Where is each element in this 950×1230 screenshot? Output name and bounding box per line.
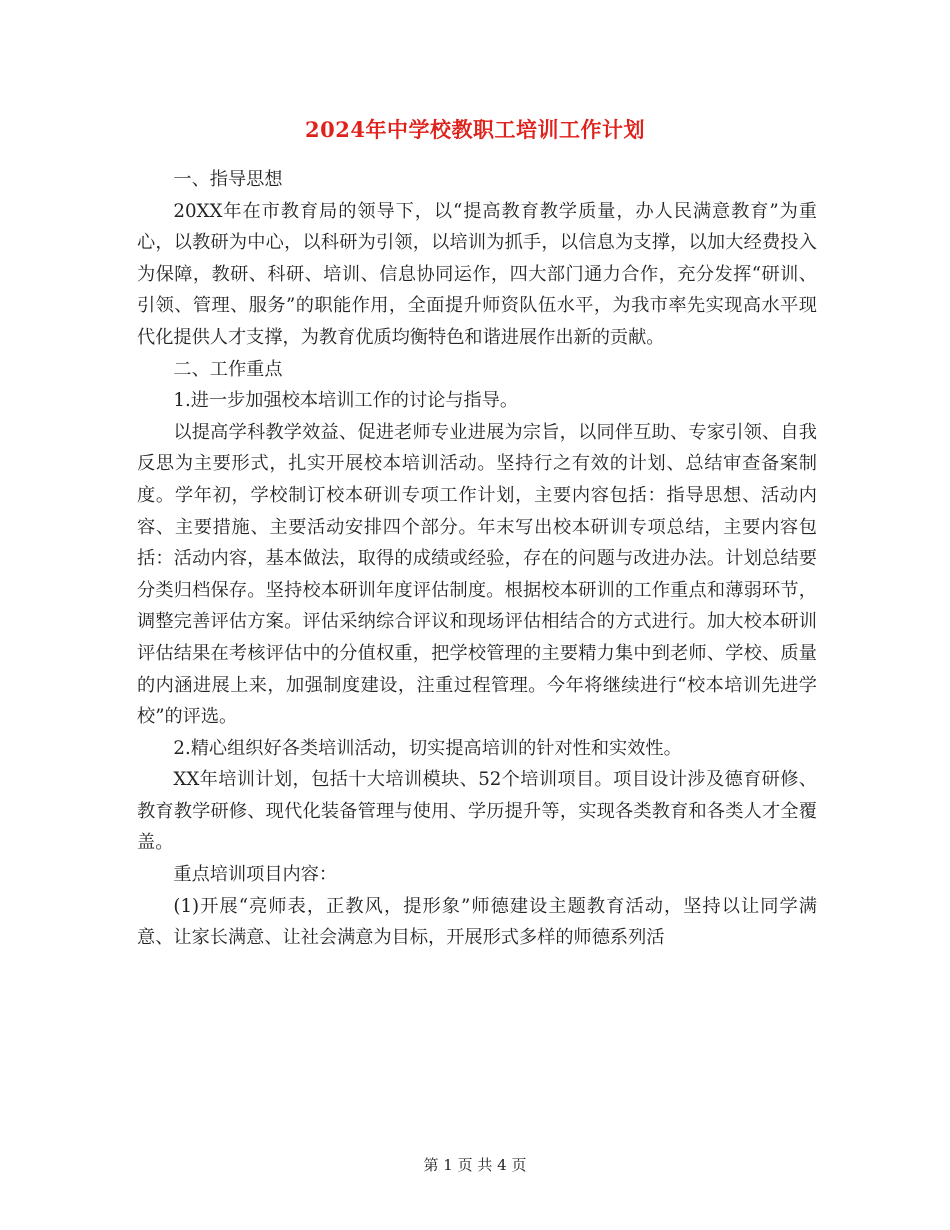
subsection-heading: 1.进一步加强校本培训工作的讨论与指导。 <box>173 390 519 412</box>
document-body <box>137 164 817 954</box>
paragraph: 以提高学科教学效益、促进老师专业进展为宗旨，以同伴互助、专家引领、自我反思为主要形式，扎实开展校本培训活动。坚持行之有效的计划、总结审查备案制度。学年初，学校制订校本研训专项工作计划，主要内容包括：指导思想、活动内容、主要措施、主要活动安排四个部分。年末写出校本研训专项总结，主要内容包括：活动内容，基本做法，取得的成绩或经验，存在的问题与改进办法。计划总结要分类归档保存。坚持校本研训年度评估制度。根据校本研训的工作重点和薄弱环节，调整完善评估方案。评估采纳综合评议和现场评估相结合的方式进行。加大校本研训评估结果在考核评估中的分值权重，把学校管理的主要精力集中到老师、学校、质量的内涵进展上来，加强制度建设，注重过程管理。今年将继续进行“校本培训先进学校”的评选。 <box>137 421 817 728</box>
paragraph: 20XX年在市教育局的领导下，以“提高教育教学质量，办人民满意教育”为重心，以教研为中心，以科研为引领，以培训为抓手，以信息为支撑，以加大经费投入为保障，教研、科研、培训、信息协同运作，四大部门通力合作，充分发挥“研训、引领、管理、服务”的职能作用，全面提升师资队伍水平，为我市率先实现高水平现代化提供人才支撑，为教育优质均衡特色和谐进展作出新的贡献。 <box>137 200 817 348</box>
section-heading: 二、工作重点 <box>173 358 283 380</box>
paragraph: XX年培训计划，包括十大培训模块、52个培训项目。项目设计涉及德育研修、教育教学研修、现代化装备管理与使用、学历提升等，实现各类教育和各类人才全覆盖。 <box>137 769 817 854</box>
section-heading: 一、指导思想 <box>173 169 283 190</box>
paragraph: 重点培训项目内容： <box>173 864 338 886</box>
page-footer: 第 1 页 共 4 页 <box>423 1156 527 1174</box>
subsection-heading: 2.精心组织好各类培训活动，切实提高培训的针对性和实效性。 <box>173 737 682 759</box>
paragraph: (1)开展“亮师表，正教风，提形象”师德建设主题教育活动，坚持以让同学满意、让家长满意、让社会满意为目标，开展形式多样的师德系列活 <box>137 895 817 949</box>
document-title: 2024年中学校教职工培训工作计划 <box>305 117 645 142</box>
